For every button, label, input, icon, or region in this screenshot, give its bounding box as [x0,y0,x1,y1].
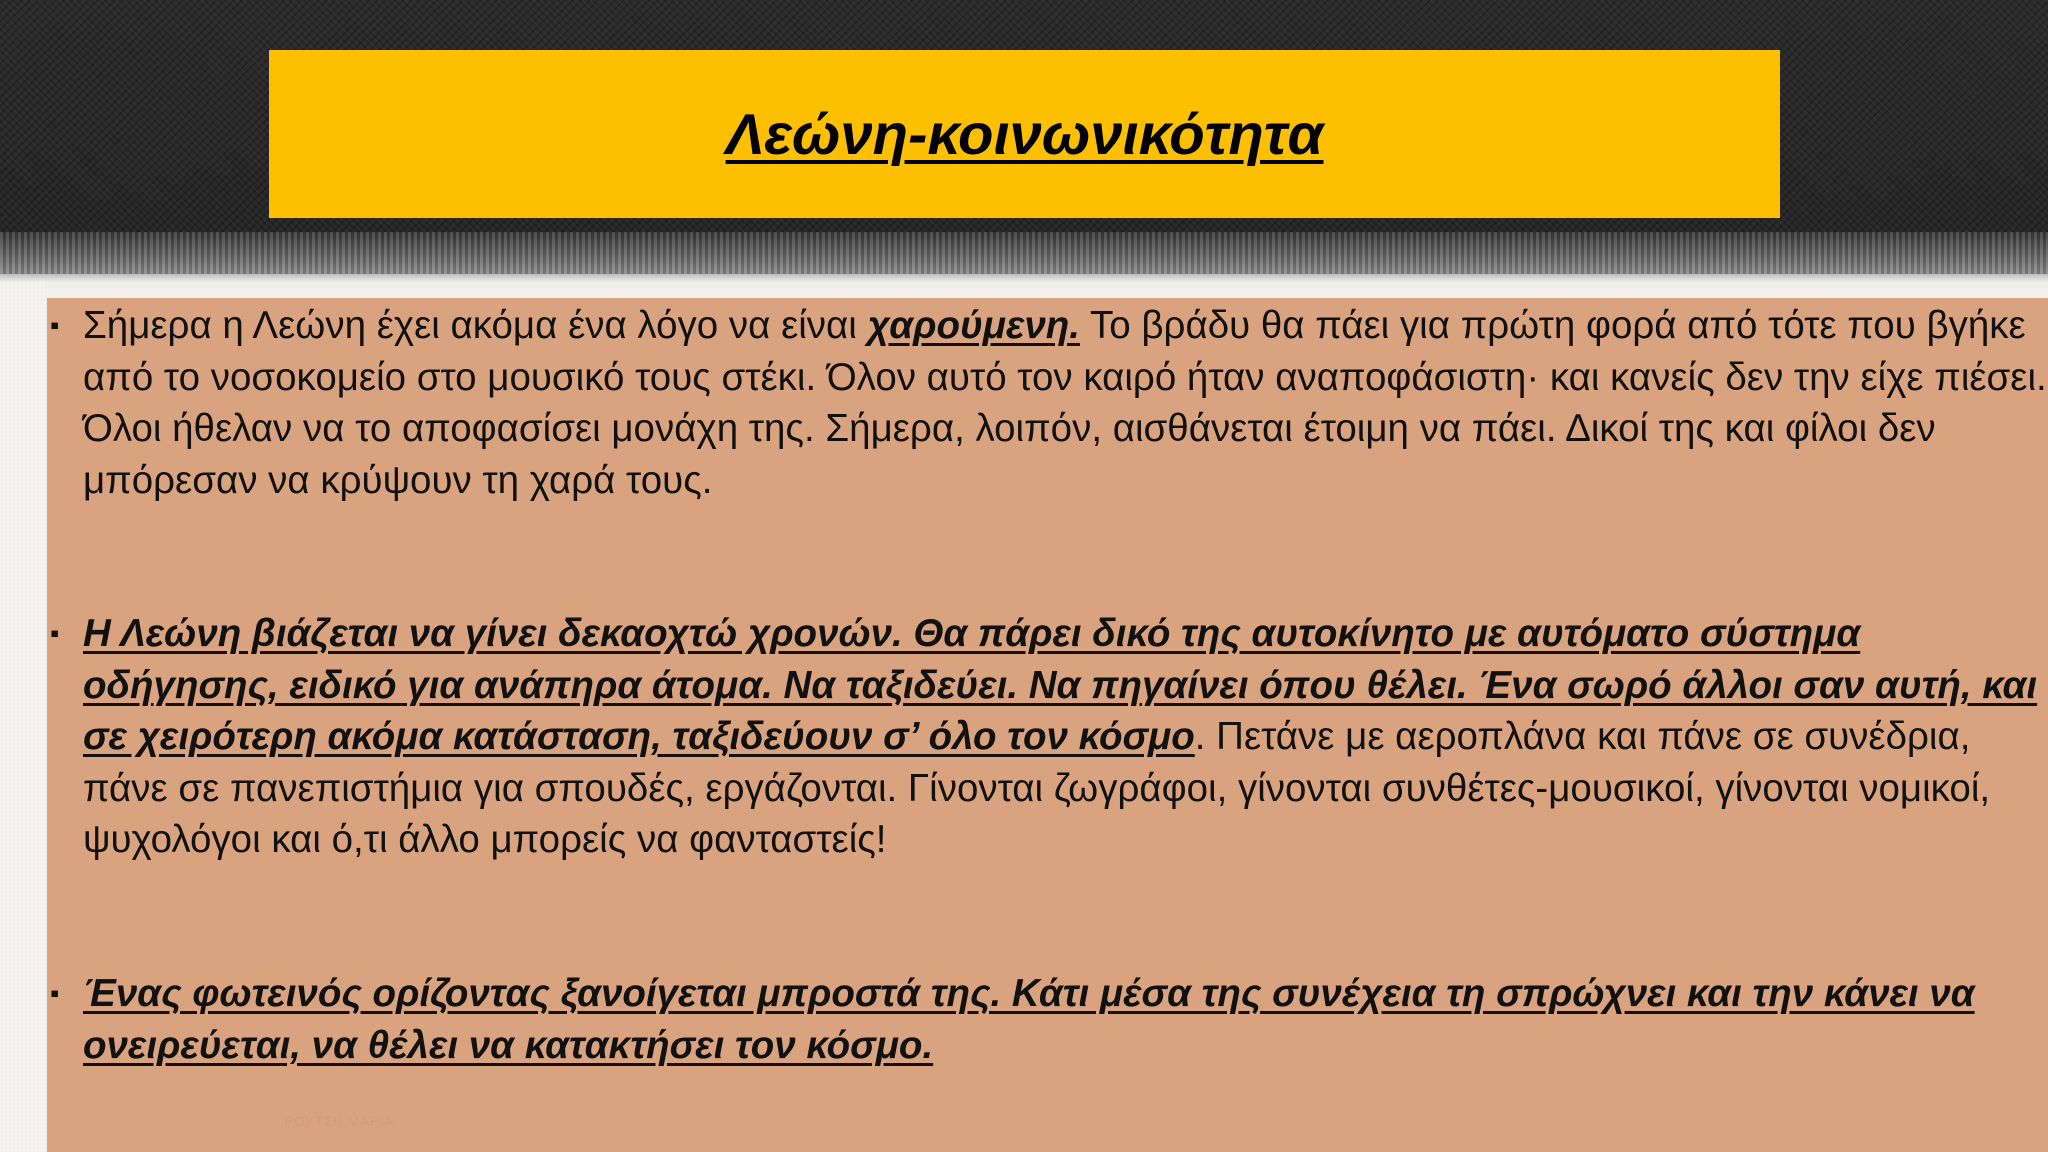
top-band-seam [0,232,2048,274]
paper-margin [0,282,47,1152]
bullet-emphasis: χαρούμενη. [867,304,1080,347]
bullet-text-post: . Πετάνε με αεροπλάνα και πάνε σε συνέδρια, πάνε σε πανεπιστήμια για σπουδές, εργάζονται. Γίνονται ζωγράφοι, γίνονται συνθέτες-μουσικοί, γίνονται νομικοί, ψυχολόγοι και ό,τι άλλο μπορείς να φανταστείς! [83,715,1991,861]
slide-title: Λεώνη-κοινωνικότητα [725,101,1324,167]
bullet-marker: ▪ [50,978,60,1008]
bullet-text [83,608,2048,866]
top-band-edge [0,274,2048,282]
bullet-text-pre: Σήμερα η Λεώνη έχει ακόμα ένα λόγο να είναι [83,304,868,347]
slide-title-box [269,50,1780,218]
bullet-marker: ▪ [50,618,60,648]
bullet-marker: ▪ [50,310,60,340]
footer-author: ΡΟΥΤΣΗ ΜΑΡΙΑ [284,1113,394,1129]
bullet-text [83,300,2048,506]
bullet-text [83,968,2048,1071]
bullet-emphasis: Η Λεώνη βιάζεται να γίνει δεκαοχτώ χρονών. Θα πάρει δικό της αυτοκίνητο με αυτόματο σύστημα οδήγησης, ειδικό για ανάπηρα άτομα. Να ταξιδεύει. Να πηγαίνει όπου θέλει. Ένα σωρό άλλοι σαν αυτή, και σε χειρότερη ακόμα κατάσταση, ταξιδεύουν σ’ όλο τον κόσμο [83,612,2038,758]
content-panel [47,298,2048,1152]
bullet-emphasis: Ένας φωτεινός ορίζοντας ξανοίγεται μπροστά της. Κάτι μέσα της συνέχεια τη σπρώχνει και την κάνει να ονειρεύεται, να θέλει να κατακτήσει τον κόσμο. [83,972,1975,1067]
bullet-text-post: Το βράδυ θα πάει για πρώτη φορά από τότε που βγήκε από το νοσοκομείο στο μουσικό τους στέκι. Όλον αυτό τον καιρό ήταν αναποφάσιστη· και κανείς δεν την είχε πιέσει. Όλοι ήθελαν να το αποφασίσει μονάχη της. Σήμερα, λοιπόν, αισθάνεται έτοιμη να πάει. Δικοί της και φίλοι δεν μπόρεσαν να κρύψουν τη χαρά τους. [83,304,2047,502]
